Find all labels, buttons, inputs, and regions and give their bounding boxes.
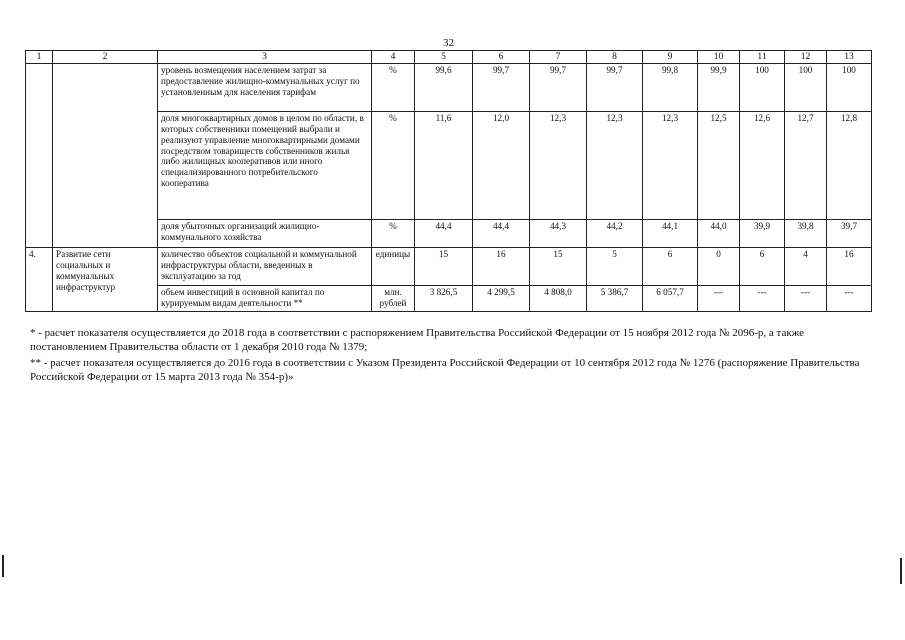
unit-cell: %	[372, 220, 415, 248]
value-cell: 4 299,5	[473, 286, 530, 312]
value-cell: ---	[740, 286, 785, 312]
value-cell: 12,0	[473, 112, 530, 220]
header-cell: 8	[587, 51, 643, 64]
value-cell: 15	[530, 248, 587, 286]
scan-edge-mark-right	[900, 558, 902, 584]
header-cell: 3	[158, 51, 372, 64]
value-cell: 39,7	[827, 220, 872, 248]
scan-edge-mark-left	[2, 555, 4, 577]
value-cell: 44,1	[643, 220, 698, 248]
header-cell: 12	[785, 51, 827, 64]
value-cell: 99,9	[698, 64, 740, 112]
value-cell: 12,7	[785, 112, 827, 220]
value-cell: 99,7	[530, 64, 587, 112]
unit-cell: %	[372, 112, 415, 220]
value-cell: 12,5	[698, 112, 740, 220]
value-cell: 44,4	[473, 220, 530, 248]
table-row	[26, 248, 872, 286]
value-cell: 16	[827, 248, 872, 286]
value-cell: 12,8	[827, 112, 872, 220]
value-cell: 6	[643, 248, 698, 286]
header-cell: 2	[53, 51, 158, 64]
value-cell: 99,8	[643, 64, 698, 112]
value-cell: 44,2	[587, 220, 643, 248]
value-cell: 39,9	[740, 220, 785, 248]
value-cell: 44,3	[530, 220, 587, 248]
header-cell: 13	[827, 51, 872, 64]
indicator-cell: количество объектов социальной и коммунальной инфраструктуры области, введенных в эксплуатацию за год	[158, 248, 372, 286]
value-cell: ---	[827, 286, 872, 312]
row-number: 4.	[26, 248, 53, 312]
header-cell: 5	[415, 51, 473, 64]
footnote: * - расчет показателя осуществляется до 2018 года в соответствии с распоряжением Правительства Российской Федерации от 15 ноября 2012 года № 2096-р, а также постановлением Правительства области от 1 декабря 2010 года № 1379;	[30, 327, 805, 354]
direction-cell: Развитие сети социальных и коммунальных инфраструктур	[53, 248, 158, 312]
footnote: ** - расчет показателя осуществляется до 2016 года в соответствии с Указом Президента Российской Федерации от 10 сентября 2012 года № 1276 (распоряжение Правительства Российской Федерации от 15 марта 2013 года № 354-р)»	[30, 356, 860, 383]
value-cell: 44,4	[415, 220, 473, 248]
value-cell: 99,7	[587, 64, 643, 112]
value-cell: ---	[698, 286, 740, 312]
header-cell: 6	[473, 51, 530, 64]
value-cell: 39,8	[785, 220, 827, 248]
value-cell: 3 826,5	[415, 286, 473, 312]
value-cell: 99,6	[415, 64, 473, 112]
footnotes	[30, 326, 870, 385]
unit-cell: %	[372, 64, 415, 112]
value-cell: 4	[785, 248, 827, 286]
page-number: 32	[443, 37, 454, 49]
value-cell: 11,6	[415, 112, 473, 220]
indicator-cell: доля многоквартирных домов в целом по области, в которых собственники помещений выбрали и реализуют управление многоквартирными домами посредством товариществ собственников жилья либо жилищных кооперативов или иного специализированного потребительского кооператива	[158, 112, 372, 220]
value-cell: 6 057,7	[643, 286, 698, 312]
value-cell: 5 386,7	[587, 286, 643, 312]
value-cell: 100	[740, 64, 785, 112]
header-cell: 10	[698, 51, 740, 64]
indicator-cell: объем инвестиций в основной капитал по курируемым видам деятельности **	[158, 286, 372, 312]
value-cell: 100	[785, 64, 827, 112]
header-cell: 11	[740, 51, 785, 64]
indicator-cell: уровень возмещения населением затрат за предоставление жилищно-коммунальных услуг по установленным для населения тарифам	[158, 64, 372, 112]
column-number-header	[26, 51, 872, 64]
row-number	[26, 64, 53, 248]
value-cell: 12,3	[530, 112, 587, 220]
value-cell: 12,3	[587, 112, 643, 220]
header-cell: 9	[643, 51, 698, 64]
table-row	[26, 64, 872, 112]
value-cell: 12,6	[740, 112, 785, 220]
value-cell: 100	[827, 64, 872, 112]
header-cell: 1	[26, 51, 53, 64]
indicator-cell: доля убыточных организаций жилищно-коммунального хозяйства	[158, 220, 372, 248]
direction-cell	[53, 64, 158, 248]
value-cell: 0	[698, 248, 740, 286]
value-cell: 44,0	[698, 220, 740, 248]
header-cell: 4	[372, 51, 415, 64]
value-cell: 12,3	[643, 112, 698, 220]
value-cell: 99,7	[473, 64, 530, 112]
value-cell: 4 808,0	[530, 286, 587, 312]
indicators-table	[25, 50, 872, 312]
value-cell: ---	[785, 286, 827, 312]
value-cell: 6	[740, 248, 785, 286]
unit-cell: единицы	[372, 248, 415, 286]
header-cell: 7	[530, 51, 587, 64]
value-cell: 5	[587, 248, 643, 286]
value-cell: 15	[415, 248, 473, 286]
unit-cell: млн. рублей	[372, 286, 415, 312]
value-cell: 16	[473, 248, 530, 286]
